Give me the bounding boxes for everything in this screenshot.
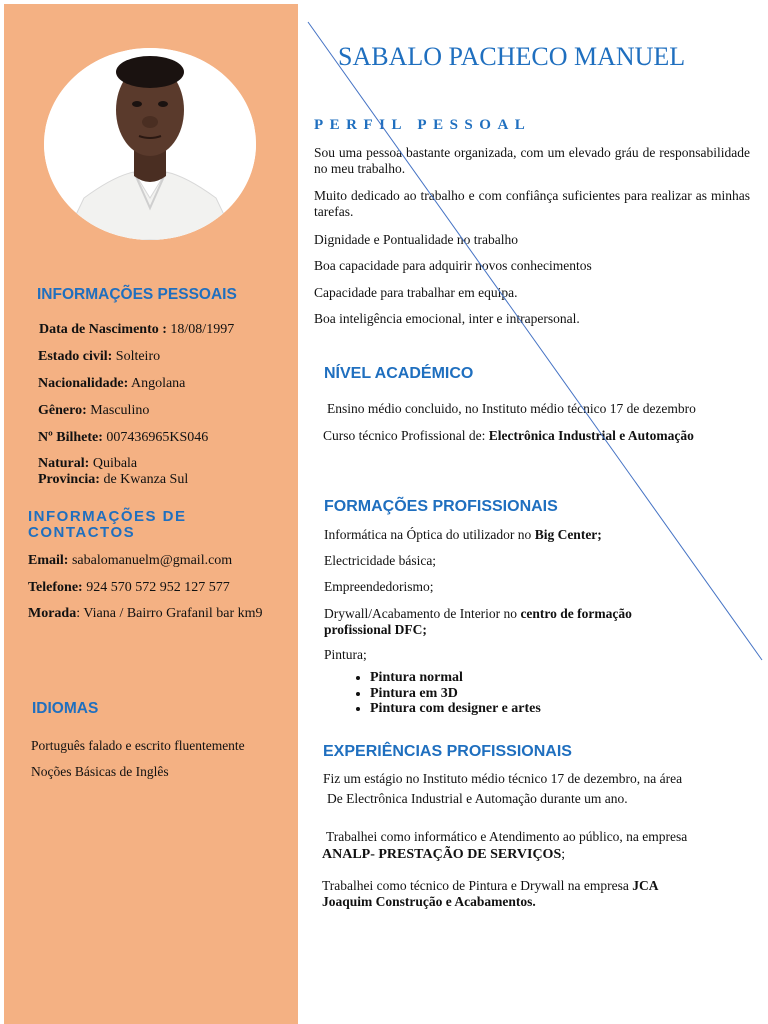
experience-item: ANALP- PRESTAÇÃO DE SERVIÇOS; [322,847,566,862]
training-item: Informática na Óptica do utilizador no Big Center; [324,527,602,542]
training-item: Drywall/Acabamento de Interior no centro de formação profissional DFC; [324,606,632,637]
training-heading: FORMAÇÕES PROFISSIONAIS [324,498,558,515]
profile-heading: PERFIL PESSOAL [314,117,532,133]
training-item: Empreendedorismo; [324,579,434,594]
languages-heading: IDIOMAS [32,700,99,717]
list-item: • Pintura em 3D [370,686,541,702]
province-row: Provincia: de Kwanza Sul [38,472,189,487]
list-item: • Pintura com designer e artes [370,701,541,717]
language-item: Português falado e escrito fluentemente [31,738,245,753]
birthplace-row: Natural: Quibala [38,456,138,471]
training-item: Pintura; [324,647,367,662]
profile-item: Capacidade para trabalhar em equipa. [314,285,518,300]
profile-item: Dignidade e Pontualidade no trabalho [314,232,518,247]
experience-item: Trabalhei como informático e Atendimento ao público, na empresa [326,829,688,844]
id-number-row: Nº Bilhete: 007436965KS046 [38,430,209,445]
contacts-heading: INFORMAÇÕES DE CONTACTOS [28,508,187,541]
language-item: Noções Básicas de Inglês [31,764,169,779]
experience-item: Trabalhei como técnico de Pintura e Drywall na empresa JCA Joaquim Construção e Acabamentos. [322,878,659,909]
gender-row: Gênero: Masculino [38,403,150,418]
address-row: Morada: Viana / Bairro Grafanil bar km9 [28,606,263,621]
candidate-name: SABALO PACHECO MANUEL [338,42,686,71]
profile-item: Muito dedicado ao trabalho e com confiânça suficientes para realizar as minhas tarefas. [314,188,750,219]
academic-item: Ensino médio concluido, no Instituto médio técnico 17 de dezembro [327,401,696,416]
phone-row: Telefone: 924 570 572 952 127 577 [28,580,230,595]
marital-status-row: Estado civil: Solteiro [38,349,161,364]
academic-heading: NÍVEL ACADÉMICO [324,365,474,382]
personal-info-heading: INFORMAÇÕES PESSOAIS [37,286,237,303]
email-row: Email: sabalomanuelm@gmail.com [28,553,233,568]
birth-date-row: Data de Nascimento : 18/08/1997 [39,322,235,337]
profile-item: Boa inteligência emocional, inter e intrapersonal. [314,311,580,326]
experience-item: De Electrônica Industrial e Automação durante um ano. [327,791,628,806]
profile-item: Boa capacidade para adquirir novos conhecimentos [314,258,592,273]
profile-item: Sou uma pessoa bastante organizada, com um elevado gráu de responsabilidade no meu trabalho. [314,145,750,176]
list-item: • Pintura normal [370,670,541,686]
experience-item: Fiz um estágio no Instituto médio técnico 17 de dezembro, na área [323,771,683,786]
experience-heading: EXPERIÊNCIAS PROFISSIONAIS [323,743,572,760]
nationality-row: Nacionalidade: Angolana [38,376,186,391]
training-item: Electricidade básica; [324,553,437,568]
academic-item: Curso técnico Profissional de: Electrônica Industrial e Automação [323,428,694,443]
